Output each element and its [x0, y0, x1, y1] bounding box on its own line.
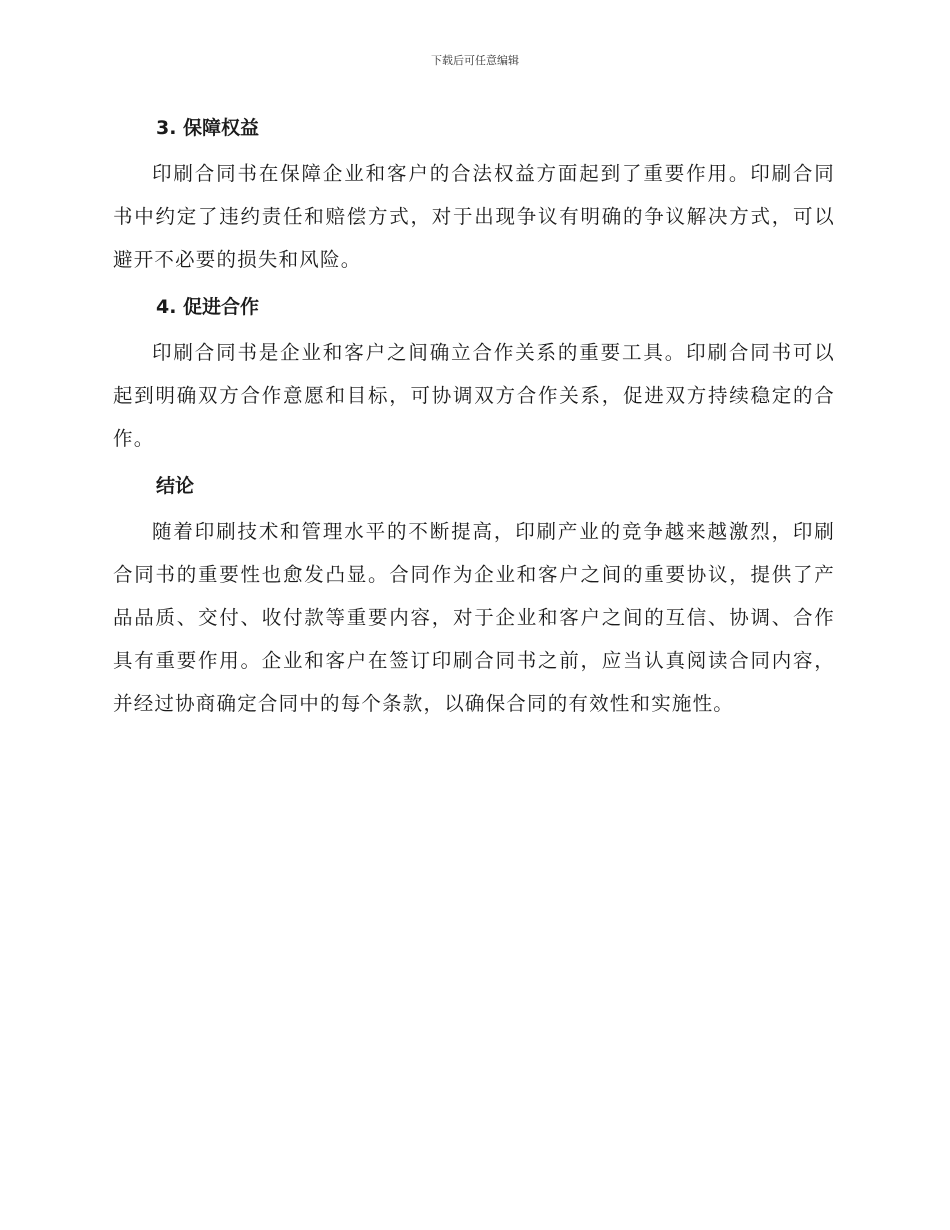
section-paragraph: 随着印刷技术和管理水平的不断提高，印刷产业的竞争越来越激烈，印刷合同书的重要性也愈发凸显。合同作为企业和客户之间的重要协议，提供了产品品质、交付、收付款等重要内容，对于企业和客户之间的互信、协调、合作具有重要作用。企业和客户在签订印刷合同书之前，应当认真阅读合同内容，并经过协商确定合同中的每个条款，以确保合同的有效性和实施性。: [113, 520, 835, 715]
section-protect-rights: [113, 110, 835, 281]
section-heading: 4. 促进合作: [156, 296, 260, 318]
section-heading: 3. 保障权益: [156, 117, 260, 139]
document-body: [113, 110, 835, 733]
section-heading: 结论: [156, 475, 195, 497]
section-promote-cooperation: [113, 289, 835, 460]
section-conclusion: [113, 468, 835, 725]
section-paragraph: 印刷合同书在保障企业和客户的合法权益方面起到了重要作用。印刷合同书中约定了违约责任和赔偿方式，对于出现争议有明确的争议解决方式，可以避开不必要的损失和风险。: [113, 162, 835, 271]
section-paragraph: 印刷合同书是企业和客户之间确立合作关系的重要工具。印刷合同书可以起到明确双方合作意愿和目标，可协调双方合作关系，促进双方持续稳定的合作。: [113, 341, 835, 450]
page-header: 下载后可任意编辑: [431, 54, 519, 67]
